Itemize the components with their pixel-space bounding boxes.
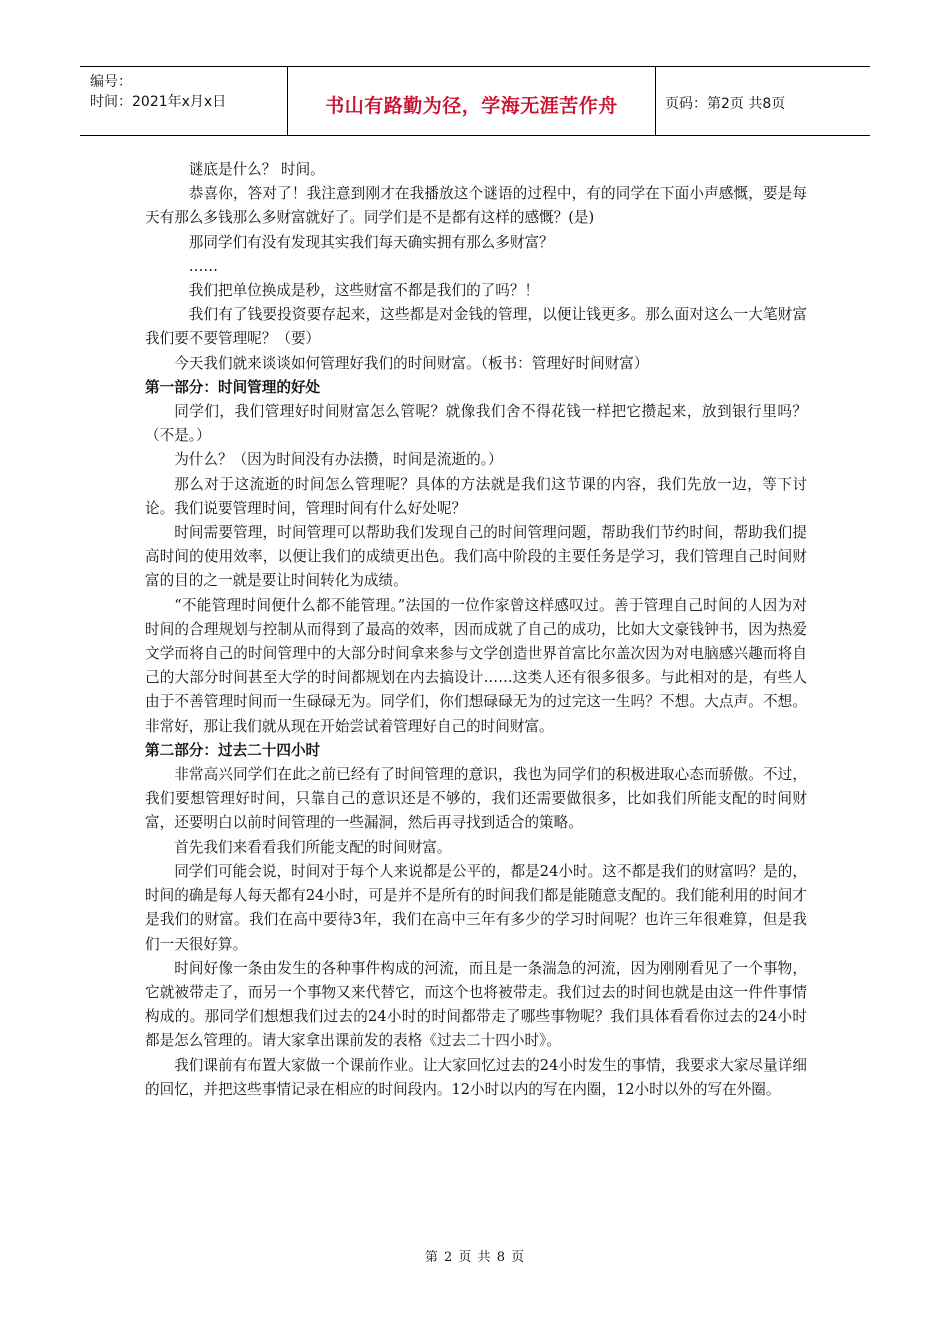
paragraph: 那同学们有没有发现其实我们每天确实拥有那么多财富？ <box>188 233 554 251</box>
page-footer: 第 2 页 共 8 页 <box>424 1250 526 1265</box>
paragraph: 为什么？（因为时间没有办法攒，时间是流逝的。） <box>174 451 503 469</box>
paragraph: 恭喜你，答对了！我注意到刚才在我播放这个谜语的过程中，有的同学在下面小声感慨，要是每天有那么多钱那么多财富就好了。同学们是不是都有这样的感慨？(是) <box>145 185 807 227</box>
header-meta-cell <box>80 67 288 135</box>
page-number-label: 页码：第2页 共8页 <box>665 96 786 112</box>
number-label: 编号： <box>90 74 132 90</box>
paragraph: 我们有了钱要投资要存起来，这些都是对金钱的管理，以便让钱更多。那么面对这么一大笔财富我们要不要管理呢？（要） <box>145 306 807 348</box>
paragraph: 同学们，我们管理好时间财富怎么管呢？就像我们舍不得花钱一样把它攒起来，放到银行里吗？（不是。） <box>145 403 807 445</box>
document-body <box>145 158 807 1102</box>
section-heading: 第二部分：过去二十四小时 <box>145 741 321 759</box>
motto-text: 书山有路勤为径，学海无涯苦作舟 <box>325 95 618 117</box>
paragraph: 谜底是什么？ 时间。 <box>188 161 325 178</box>
paragraph: “不能管理时间便什么都不能管理。”法国的一位作家曾这样感叹过。善于管理自己时间的人因为对时间的合理规划与控制从而得到了最高的效率，因而成就了自己的成功，比如大文豪钱钟书，因为热爱文学而将自己的时间管理中的大部分时间拿来参与文学创造世界首富比尔盖次因为对电脑感兴趣而将自己的大部分时间甚至大学的时间都规划在内去搞设计……这类人还有很多很多。与此相对的是，有些人由于不善管理时间而一生碌碌无为。同学们，你们想碌碌无为的过完这一生吗？不想。大点声。不想。非常好，那让我们就从现在开始尝试着管理好自己的时间财富。 <box>145 596 807 735</box>
paragraph: 时间好像一条由发生的各种事件构成的河流，而且是一条湍急的河流，因为刚刚看见了一个事物，它就被带走了，而另一个事物又来代替它，而这个也将被带走。我们过去的时间也就是由这一件件事情构成的。那同学们想想我们过去的24小时的时间都带走了哪些事物呢？我们具体看看你过去的24小时都是怎么管理的。请大家拿出课前发的表格《过去二十四小时》。 <box>145 959 807 1050</box>
paragraph: 非常高兴同学们在此之前已经有了时间管理的意识，我也为同学们的积极进取心态而骄傲。不过，我们要想管理好时间，只靠自己的意识还是不够的，我们还需要做很多，比如我们所能支配的时间财富，还要明白以前时间管理的一些漏洞，然后再寻找到适合的策略。 <box>145 766 807 832</box>
paragraph: 我们课前有布置大家做一个课前作业。让大家回忆过去的24小时发生的事情，我要求大家尽量详细的回忆，并把这些事情记录在相应的时间段内。12小时以内的写在内圈，12小时以外的写在外圈。 <box>145 1056 807 1098</box>
header-page-cell <box>655 67 870 135</box>
paragraph: 我们把单位换成是秒，这些财富不都是我们的了吗？！ <box>188 282 540 300</box>
paragraph: 时间需要管理，时间管理可以帮助我们发现自己的时间管理问题，帮助我们节约时间，帮助我们提高时间的使用效率，以便让我们的成绩更出色。我们高中阶段的主要任务是学习，我们管理自己时间财富的目的之一就是要让时间转化为成绩。 <box>145 524 807 590</box>
paragraph: 今天我们就来谈谈如何管理好我们的时间财富。（板书：管理好时间财富） <box>174 354 649 372</box>
page-header <box>80 66 870 136</box>
section-heading: 第一部分：时间管理的好处 <box>145 378 321 396</box>
paragraph: …… <box>188 257 218 275</box>
paragraph: 同学们可能会说，时间对于每个人来说都是公平的，都是24小时。这不都是我们的财富吗？是的，时间的确是每人每天都有24小时，可是并不是所有的时间我们都是能随意支配的。我们能利用的时间才是我们的财富。我们在高中要待3年，我们在高中三年有多少的学习时间呢？也许三年很难算，但是我们一天很好算。 <box>145 862 807 953</box>
paragraph: 那么对于这流逝的时间怎么管理呢？具体的方法就是我们这节课的内容，我们先放一边，等下讨论。我们说要管理时间，管理时间有什么好处呢？ <box>145 475 807 517</box>
paragraph: 首先我们来看看我们所能支配的时间财富。 <box>174 838 452 856</box>
time-label: 时间：2021年x月x日 <box>90 94 227 110</box>
header-motto-cell <box>288 67 656 135</box>
